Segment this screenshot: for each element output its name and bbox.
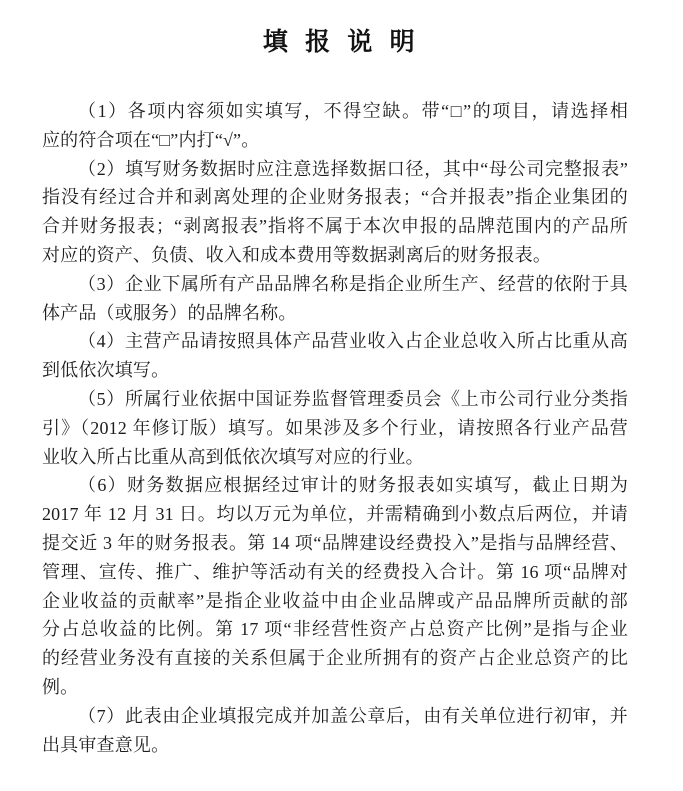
paragraph-2-line-2: 指没有经过合并和剥离处理的企业财务报表；“合并报表”指企业集团的 — [42, 187, 628, 208]
paragraph-6-line-5: 企业收益的贡献率”是指企业收益中由企业品牌或产品品牌所贡献的部 — [42, 590, 628, 611]
paragraph-1-line-1: （1）各项内容须如实填写，不得空缺。带“□”的项目，请选择相 — [78, 101, 628, 121]
paragraph-7-line-1: （7）此表由企业填报完成并加盖公章后，由有关单位进行初审，并 — [78, 705, 628, 726]
paragraph-5-line-3: 业收入所占比重从高到低依次填写对应的行业。 — [42, 446, 424, 467]
paragraph-6-line-6: 分占总收益的比例。第 17 项“非经营性资产占总资产比例”是指与企业 — [42, 619, 628, 640]
paragraph-2-line-3: 合并财务报表；“剥离报表”指将不属于本次申报的品牌范围内的产品所 — [42, 216, 628, 237]
paragraph-6-line-8: 例。 — [42, 676, 79, 697]
paragraph-3-line-1: （3）企业下属所有产品品牌名称是指企业所生产、经营的依附于具 — [78, 273, 628, 294]
paragraph-6-line-3: 提交近 3 年的财务报表。第 14 项“品牌建设经费投入”是指与品牌经营、 — [42, 532, 628, 553]
paragraph-7-line-2: 出具审查意见。 — [42, 734, 170, 755]
paragraph-1-line-2: 应的符合项在“□”内打“√”。 — [42, 129, 260, 150]
paragraph-6-line-2: 2017 年 12 月 31 日。均以万元为单位，并需精确到小数点后两位，并请 — [42, 504, 628, 525]
paragraph-4-line-1: （4）主营产品请按照具体产品营业收入占企业总收入所占比重从高 — [78, 331, 628, 352]
paragraph-5-line-2: 引》（2012 年修订版）填写。如果涉及多个行业，请按照各行业产品营 — [42, 417, 628, 438]
paragraph-6-line-4: 管理、宣传、推广、维护等活动有关的经费投入合计。第 16 项“品牌对 — [42, 561, 628, 582]
page-title: 填 报 说 明 — [262, 29, 421, 56]
paragraph-4-line-2: 到低依次填写。 — [42, 360, 170, 381]
paragraph-6-line-1: （6）财务数据应根据经过审计的财务报表如实填写，截止日期为 — [78, 475, 628, 496]
paragraph-2-line-4: 对应的资产、负债、收入和成本费用等数据剥离后的财务报表。 — [42, 244, 552, 265]
paragraph-2-line-1: （2）填写财务数据时应注意选择数据口径，其中“母公司完整报表” — [78, 158, 628, 179]
paragraph-5-line-1: （5）所属行业依据中国证券监督管理委员会《上市公司行业分类指 — [78, 388, 628, 409]
paragraph-3-line-2: 体产品（或服务）的品牌名称。 — [42, 302, 297, 323]
instructions-body — [42, 97, 628, 759]
paragraph-6-line-7: 的经营业务没有直接的关系但属于企业所拥有的资产占企业总资产的比 — [42, 648, 628, 669]
